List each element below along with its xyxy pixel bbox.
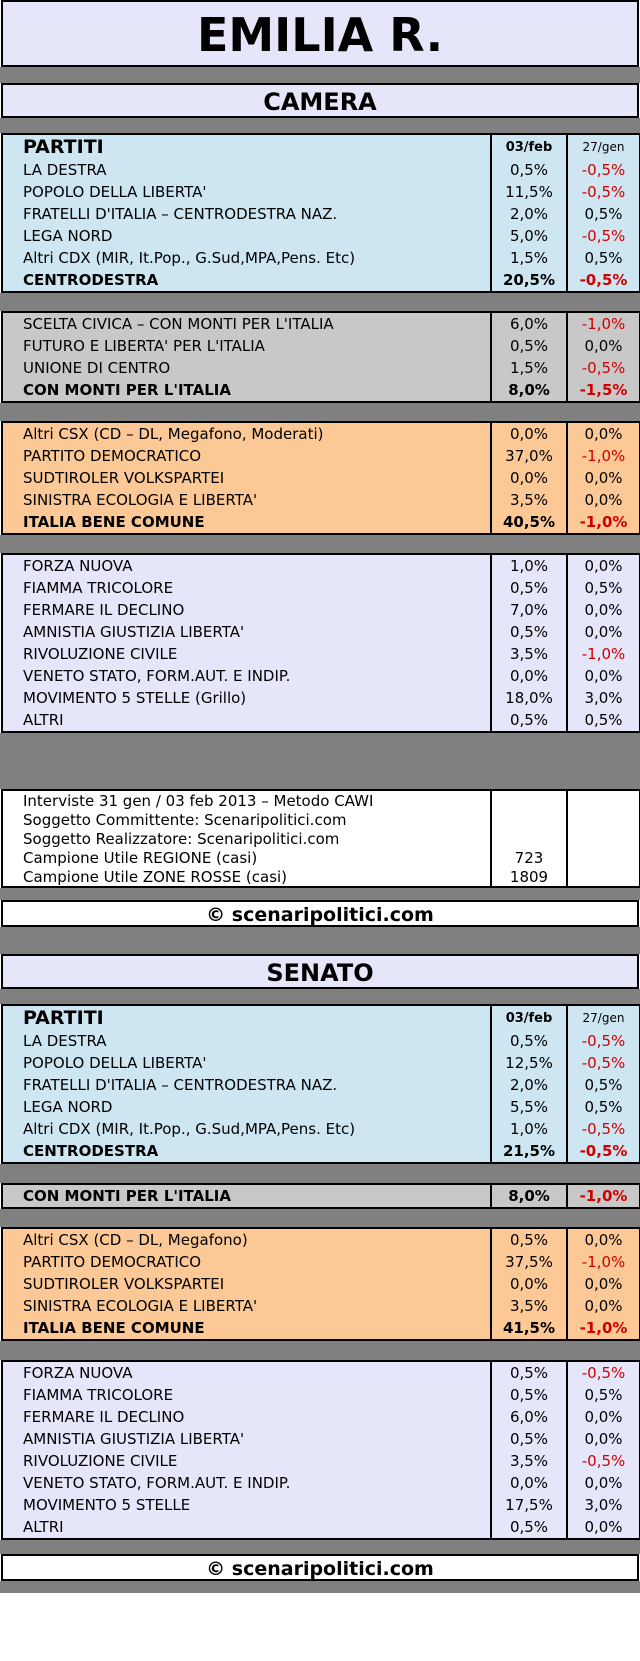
gap xyxy=(0,293,640,311)
party-row xyxy=(2,1384,640,1406)
info-row xyxy=(2,848,640,867)
value: 0,5% xyxy=(491,1361,567,1384)
party-name: FORZA NUOVA xyxy=(2,1361,491,1384)
party-name: FIAMMA TRICOLORE xyxy=(2,1384,491,1406)
header-date-now: 03/feb xyxy=(491,134,567,159)
party-name: CENTRODESTRA xyxy=(2,1140,491,1163)
party-name: FERMARE IL DECLINO xyxy=(2,599,491,621)
party-row xyxy=(2,1052,640,1074)
change: -1,0% xyxy=(567,312,640,335)
party-row xyxy=(2,1450,640,1472)
change: 0,5% xyxy=(567,1074,640,1096)
total-row xyxy=(2,1140,640,1163)
party-row xyxy=(2,312,640,335)
value: 3,5% xyxy=(491,1450,567,1472)
party-row xyxy=(2,1228,640,1251)
change: 0,0% xyxy=(567,1273,640,1295)
value: 0,5% xyxy=(491,335,567,357)
party-row xyxy=(2,1030,640,1052)
value: 37,0% xyxy=(491,445,567,467)
info-row xyxy=(2,810,640,829)
value: 0,0% xyxy=(491,467,567,489)
party-name: FIAMMA TRICOLORE xyxy=(2,577,491,599)
change: 0,0% xyxy=(567,1406,640,1428)
info-label: Soggetto Committente: Scenaripolitici.com xyxy=(2,810,491,829)
gap xyxy=(0,1341,640,1360)
party-name: FRATELLI D'ITALIA – CENTRODESTRA NAZ. xyxy=(2,203,491,225)
info-empty xyxy=(567,867,640,887)
value: 8,0% xyxy=(491,1184,567,1208)
total-row xyxy=(2,1317,640,1340)
party-name: MOVIMENTO 5 STELLE (Grillo) xyxy=(2,687,491,709)
party-name: ITALIA BENE COMUNE xyxy=(2,1317,491,1340)
value: 37,5% xyxy=(491,1251,567,1273)
party-row xyxy=(2,687,640,709)
party-row xyxy=(2,1251,640,1273)
party-name: MOVIMENTO 5 STELLE xyxy=(2,1494,491,1516)
change: -0,5% xyxy=(567,1140,640,1163)
gap xyxy=(0,927,640,954)
value: 0,5% xyxy=(491,709,567,732)
senato-title: SENATO xyxy=(1,954,639,989)
value: 0,5% xyxy=(491,1030,567,1052)
value: 20,5% xyxy=(491,269,567,292)
gap xyxy=(0,1540,640,1554)
party-row xyxy=(2,1074,640,1096)
change: 0,5% xyxy=(567,247,640,269)
party-name: POPOLO DELLA LIBERTA' xyxy=(2,1052,491,1074)
change: -0,5% xyxy=(567,181,640,203)
party-name: CON MONTI PER L'ITALIA xyxy=(2,379,491,402)
change: 0,5% xyxy=(567,203,640,225)
party-name: LA DESTRA xyxy=(2,159,491,181)
party-name: FRATELLI D'ITALIA – CENTRODESTRA NAZ. xyxy=(2,1074,491,1096)
party-name: SUDTIROLER VOLKSPARTEI xyxy=(2,467,491,489)
party-row xyxy=(2,1273,640,1295)
senato-footer: © scenaripolitici.com xyxy=(1,1554,639,1581)
change: 0,0% xyxy=(567,621,640,643)
party-row xyxy=(2,554,640,577)
camera-title: CAMERA xyxy=(1,83,639,118)
value: 41,5% xyxy=(491,1317,567,1340)
party-name: VENETO STATO, FORM.AUT. E INDIP. xyxy=(2,1472,491,1494)
change: -1,0% xyxy=(567,1251,640,1273)
value: 0,5% xyxy=(491,159,567,181)
change: 0,0% xyxy=(567,599,640,621)
value: 3,5% xyxy=(491,489,567,511)
gap xyxy=(0,888,640,900)
value: 5,5% xyxy=(491,1096,567,1118)
value: 7,0% xyxy=(491,599,567,621)
value: 6,0% xyxy=(491,1406,567,1428)
camera-info-table xyxy=(1,789,640,888)
change: 0,0% xyxy=(567,467,640,489)
party-row xyxy=(2,1428,640,1450)
party-name: PARTITO DEMOCRATICO xyxy=(2,1251,491,1273)
info-value xyxy=(491,829,567,848)
camera-group-table xyxy=(1,311,640,403)
gap xyxy=(0,1209,640,1227)
value: 0,0% xyxy=(491,1472,567,1494)
gap xyxy=(0,67,640,83)
change: -0,5% xyxy=(567,225,640,247)
info-empty xyxy=(567,829,640,848)
header-row xyxy=(2,134,640,159)
party-row xyxy=(2,1361,640,1384)
header-party: PARTITI xyxy=(2,1005,491,1030)
camera-section xyxy=(0,133,640,733)
party-row xyxy=(2,621,640,643)
party-row xyxy=(2,643,640,665)
party-name: RIVOLUZIONE CIVILE xyxy=(2,643,491,665)
value: 0,5% xyxy=(491,1428,567,1450)
change: -0,5% xyxy=(567,1361,640,1384)
gap xyxy=(0,733,640,789)
party-row xyxy=(2,181,640,203)
change: 0,0% xyxy=(567,1472,640,1494)
party-row xyxy=(2,1406,640,1428)
change: -1,0% xyxy=(567,445,640,467)
party-row xyxy=(2,577,640,599)
value: 5,0% xyxy=(491,225,567,247)
info-row xyxy=(2,867,640,887)
party-row xyxy=(2,225,640,247)
party-name: AMNISTIA GIUSTIZIA LIBERTA' xyxy=(2,1428,491,1450)
party-name: Altri CSX (CD – DL, Megafono, Moderati) xyxy=(2,422,491,445)
value: 17,5% xyxy=(491,1494,567,1516)
value: 0,5% xyxy=(491,1516,567,1539)
change: -0,5% xyxy=(567,159,640,181)
value: 12,5% xyxy=(491,1052,567,1074)
party-name: Altri CDX (MIR, It.Pop., G.Sud,MPA,Pens. Etc) xyxy=(2,247,491,269)
party-name: UNIONE DI CENTRO xyxy=(2,357,491,379)
header-row xyxy=(2,1005,640,1030)
change: 0,5% xyxy=(567,1384,640,1406)
header-party: PARTITI xyxy=(2,134,491,159)
value: 1,0% xyxy=(491,554,567,577)
party-name: FUTURO E LIBERTA' PER L'ITALIA xyxy=(2,335,491,357)
party-name: SCELTA CIVICA – CON MONTI PER L'ITALIA xyxy=(2,312,491,335)
change: 0,0% xyxy=(567,1516,640,1539)
party-row xyxy=(2,1516,640,1539)
change: -1,0% xyxy=(567,511,640,534)
change: -0,5% xyxy=(567,1052,640,1074)
party-row xyxy=(2,489,640,511)
party-name: LEGA NORD xyxy=(2,1096,491,1118)
camera-group-table xyxy=(1,553,640,733)
info-value xyxy=(491,790,567,810)
party-name: RIVOLUZIONE CIVILE xyxy=(2,1450,491,1472)
header-date-prev: 27/gen xyxy=(567,134,640,159)
info-empty xyxy=(567,790,640,810)
change: -1,0% xyxy=(567,643,640,665)
change: 0,0% xyxy=(567,1295,640,1317)
party-row xyxy=(2,665,640,687)
gap xyxy=(0,118,640,133)
party-row xyxy=(2,422,640,445)
party-row xyxy=(2,1295,640,1317)
gap xyxy=(0,535,640,553)
value: 0,0% xyxy=(491,422,567,445)
value: 0,5% xyxy=(491,577,567,599)
total-row xyxy=(2,511,640,534)
camera-footer: © scenaripolitici.com xyxy=(1,900,639,927)
value: 0,0% xyxy=(491,1273,567,1295)
party-row xyxy=(2,445,640,467)
value: 11,5% xyxy=(491,181,567,203)
info-value: 1809 xyxy=(491,867,567,887)
value: 18,0% xyxy=(491,687,567,709)
party-row xyxy=(2,247,640,269)
party-name: ALTRI xyxy=(2,1516,491,1539)
party-name: LEGA NORD xyxy=(2,225,491,247)
party-name: ITALIA BENE COMUNE xyxy=(2,511,491,534)
change: 3,0% xyxy=(567,687,640,709)
party-row xyxy=(2,467,640,489)
info-empty xyxy=(567,848,640,867)
party-row xyxy=(2,335,640,357)
total-row xyxy=(2,1184,640,1208)
party-row xyxy=(2,159,640,181)
party-name: POPOLO DELLA LIBERTA' xyxy=(2,181,491,203)
value: 21,5% xyxy=(491,1140,567,1163)
change: 3,0% xyxy=(567,1494,640,1516)
change: -0,5% xyxy=(567,1030,640,1052)
change: 0,0% xyxy=(567,422,640,445)
party-row xyxy=(2,1118,640,1140)
value: 1,5% xyxy=(491,357,567,379)
party-name: Altri CDX (MIR, It.Pop., G.Sud,MPA,Pens. Etc) xyxy=(2,1118,491,1140)
value: 1,5% xyxy=(491,247,567,269)
info-label: Campione Utile REGIONE (casi) xyxy=(2,848,491,867)
change: -1,0% xyxy=(567,1184,640,1208)
change: 0,0% xyxy=(567,489,640,511)
value: 0,0% xyxy=(491,665,567,687)
party-row xyxy=(2,599,640,621)
value: 40,5% xyxy=(491,511,567,534)
header-date-now: 03/feb xyxy=(491,1005,567,1030)
change: -1,5% xyxy=(567,379,640,402)
party-name: SINISTRA ECOLOGIA E LIBERTA' xyxy=(2,489,491,511)
value: 1,0% xyxy=(491,1118,567,1140)
senato-group-table xyxy=(1,1227,640,1341)
senato-section xyxy=(0,1004,640,1540)
value: 0,5% xyxy=(491,621,567,643)
info-row xyxy=(2,829,640,848)
change: -1,0% xyxy=(567,1317,640,1340)
info-empty xyxy=(567,810,640,829)
senato-group-table xyxy=(1,1183,640,1209)
gap xyxy=(0,403,640,421)
party-name: SUDTIROLER VOLKSPARTEI xyxy=(2,1273,491,1295)
change: 0,0% xyxy=(567,335,640,357)
gap xyxy=(0,989,640,1004)
change: 0,5% xyxy=(567,709,640,732)
change: 0,5% xyxy=(567,577,640,599)
party-name: AMNISTIA GIUSTIZIA LIBERTA' xyxy=(2,621,491,643)
party-name: FORZA NUOVA xyxy=(2,554,491,577)
camera-group-table xyxy=(1,133,640,293)
party-name: PARTITO DEMOCRATICO xyxy=(2,445,491,467)
info-row xyxy=(2,790,640,810)
header-date-prev: 27/gen xyxy=(567,1005,640,1030)
value: 0,5% xyxy=(491,1228,567,1251)
party-name: VENETO STATO, FORM.AUT. E INDIP. xyxy=(2,665,491,687)
camera-group-table xyxy=(1,421,640,535)
value: 0,5% xyxy=(491,1384,567,1406)
party-name: CON MONTI PER L'ITALIA xyxy=(2,1184,491,1208)
party-name: Altri CSX (CD – DL, Megafono) xyxy=(2,1228,491,1251)
party-row xyxy=(2,1096,640,1118)
change: 0,0% xyxy=(567,1428,640,1450)
info-label: Interviste 31 gen / 03 feb 2013 – Metodo CAWI xyxy=(2,790,491,810)
change: 0,0% xyxy=(567,554,640,577)
party-name: LA DESTRA xyxy=(2,1030,491,1052)
info-label: Campione Utile ZONE ROSSE (casi) xyxy=(2,867,491,887)
value: 3,5% xyxy=(491,643,567,665)
change: 0,5% xyxy=(567,1096,640,1118)
total-row xyxy=(2,379,640,402)
value: 8,0% xyxy=(491,379,567,402)
value: 2,0% xyxy=(491,1074,567,1096)
party-row xyxy=(2,1494,640,1516)
change: 0,0% xyxy=(567,1228,640,1251)
change: -0,5% xyxy=(567,357,640,379)
info-value xyxy=(491,810,567,829)
info-label: Soggetto Realizzatore: Scenaripolitici.com xyxy=(2,829,491,848)
info-value: 723 xyxy=(491,848,567,867)
gap xyxy=(0,1164,640,1183)
party-name: ALTRI xyxy=(2,709,491,732)
change: -0,5% xyxy=(567,269,640,292)
party-name: CENTRODESTRA xyxy=(2,269,491,292)
page-title: EMILIA R. xyxy=(1,0,639,67)
total-row xyxy=(2,269,640,292)
party-row xyxy=(2,1472,640,1494)
party-row xyxy=(2,203,640,225)
party-name: SINISTRA ECOLOGIA E LIBERTA' xyxy=(2,1295,491,1317)
senato-group-table xyxy=(1,1360,640,1540)
party-row xyxy=(2,709,640,732)
change: 0,0% xyxy=(567,665,640,687)
party-row xyxy=(2,357,640,379)
value: 2,0% xyxy=(491,203,567,225)
value: 6,0% xyxy=(491,312,567,335)
change: -0,5% xyxy=(567,1118,640,1140)
party-name: FERMARE IL DECLINO xyxy=(2,1406,491,1428)
senato-group-table xyxy=(1,1004,640,1164)
change: -0,5% xyxy=(567,1450,640,1472)
value: 3,5% xyxy=(491,1295,567,1317)
